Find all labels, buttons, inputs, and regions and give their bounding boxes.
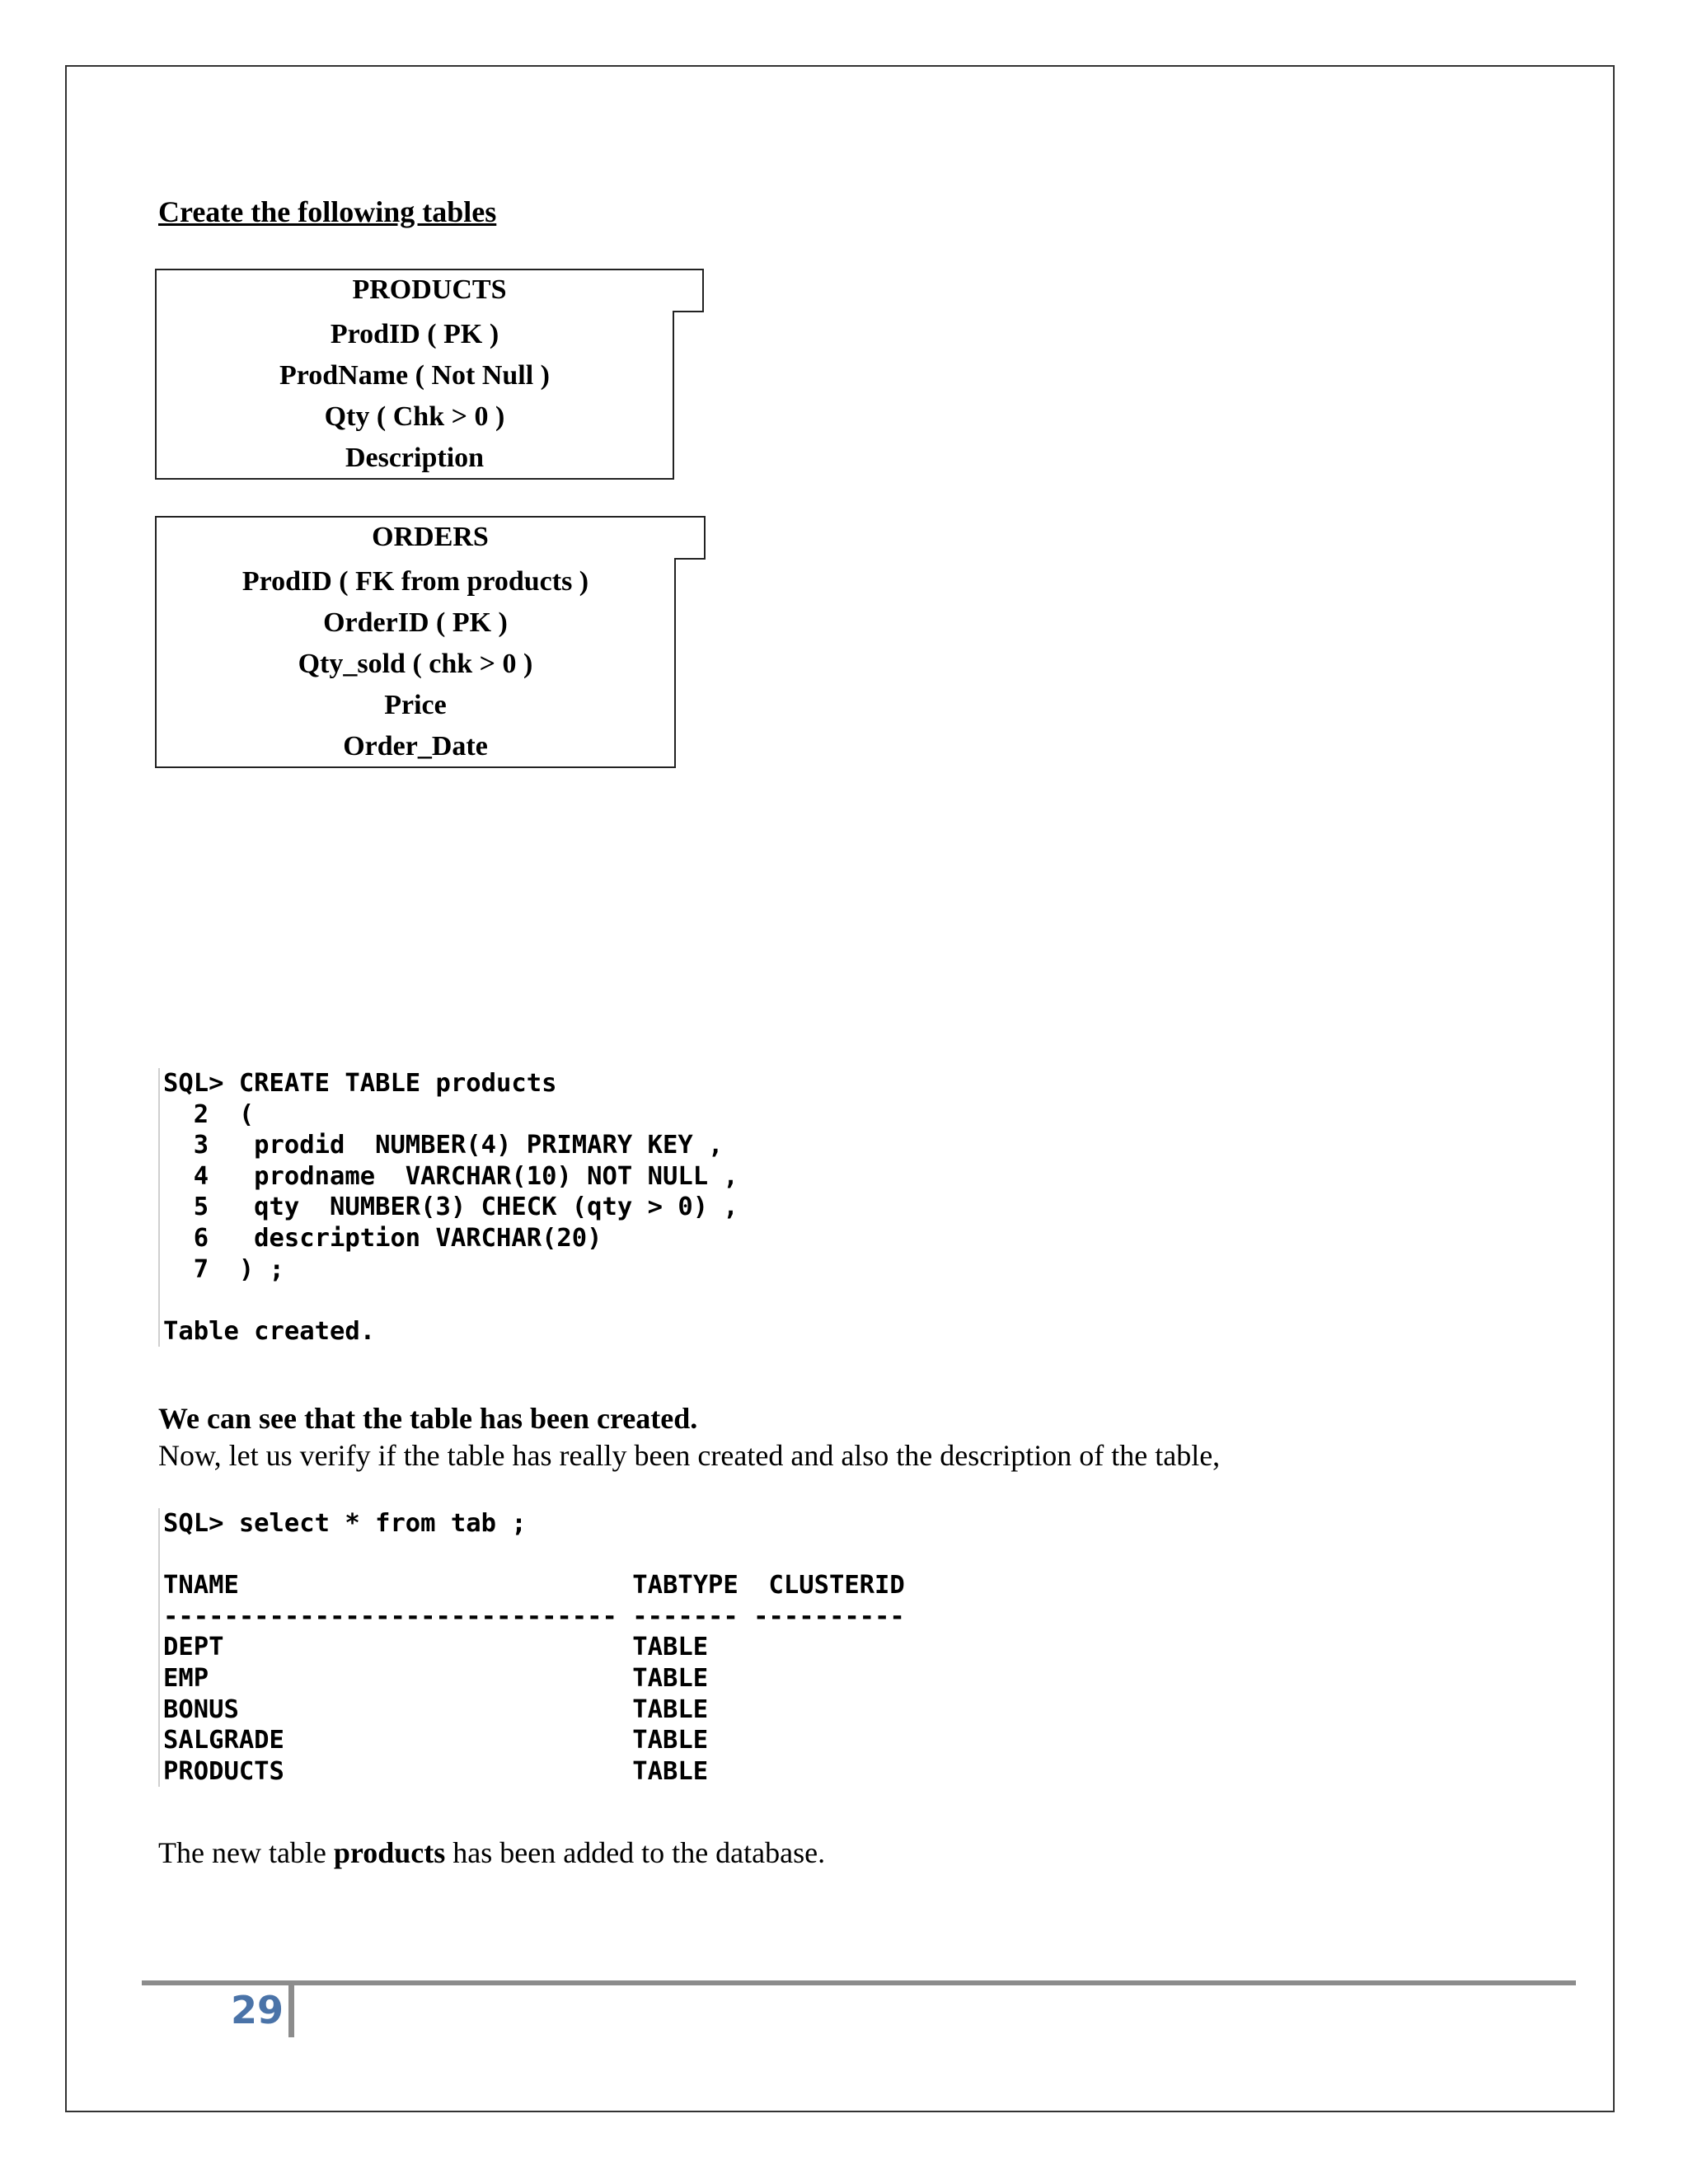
orders-row: Price [384,690,447,720]
orders-row: Qty_sold ( chk > 0 ) [298,649,533,679]
create-table-sql [158,1068,738,1347]
final-text-before: The new table [158,1836,334,1869]
final-text-bold: products [333,1836,446,1869]
footer-rule [142,1980,1576,1985]
section-heading: Create the following tables [158,195,497,228]
result-row: PRODUCTS TABLE [163,1756,709,1786]
products-row: Qty ( Chk > 0 ) [324,401,505,432]
sql-result-line: Table created. [163,1316,376,1346]
sql-line: 4 prodname VARCHAR(10) NOT NULL , [163,1161,738,1191]
products-row: ProdID ( PK ) [330,319,499,349]
products-table-body [155,311,674,480]
orders-row: Order_Date [343,731,488,762]
orders-table-title: ORDERS [155,516,706,560]
result-row: EMP TABLE [163,1663,709,1693]
select-tab-sql [158,1508,905,1787]
sql-line: 6 description VARCHAR(20) [163,1223,603,1253]
products-row: ProdName ( Not Null ) [279,360,550,391]
result-divider-line: ------------------------------ ------- ---------- [163,1601,905,1631]
final-text-after: has been added to the database. [445,1836,826,1869]
verify-statement: Now, let us verify if the table has really been created and also the description of the table, [158,1439,1221,1472]
final-statement [158,1835,825,1870]
sql-line: SQL> select * from tab ; [163,1509,527,1538]
page-number: 29 [231,1988,284,2032]
result-row: DEPT TABLE [163,1633,709,1662]
result-header-line: TNAME TABTYPE CLUSTERID [163,1571,905,1601]
sql-line [163,1540,905,1571]
orders-row: OrderID ( PK ) [323,607,508,638]
result-row: BONUS TABLE [163,1694,709,1724]
sql-line: SQL> CREATE TABLE products [163,1069,557,1098]
result-row: SALGRADE TABLE [163,1726,709,1755]
sql-line: 7 ) ; [163,1254,284,1284]
sql-line: 5 qty NUMBER(3) CHECK (qty > 0) , [163,1193,738,1222]
products-row: Description [345,443,485,473]
orders-table-body [155,558,676,768]
sql-line: 3 prodid NUMBER(4) PRIMARY KEY , [163,1131,724,1160]
sql-line: 2 ( [163,1099,255,1129]
footer-divider [288,1985,294,2037]
created-statement: We can see that the table has been created. [158,1402,698,1435]
products-table-title: PRODUCTS [155,269,704,312]
sql-line [163,1285,738,1316]
orders-row: ProdID ( FK from products ) [241,566,589,597]
